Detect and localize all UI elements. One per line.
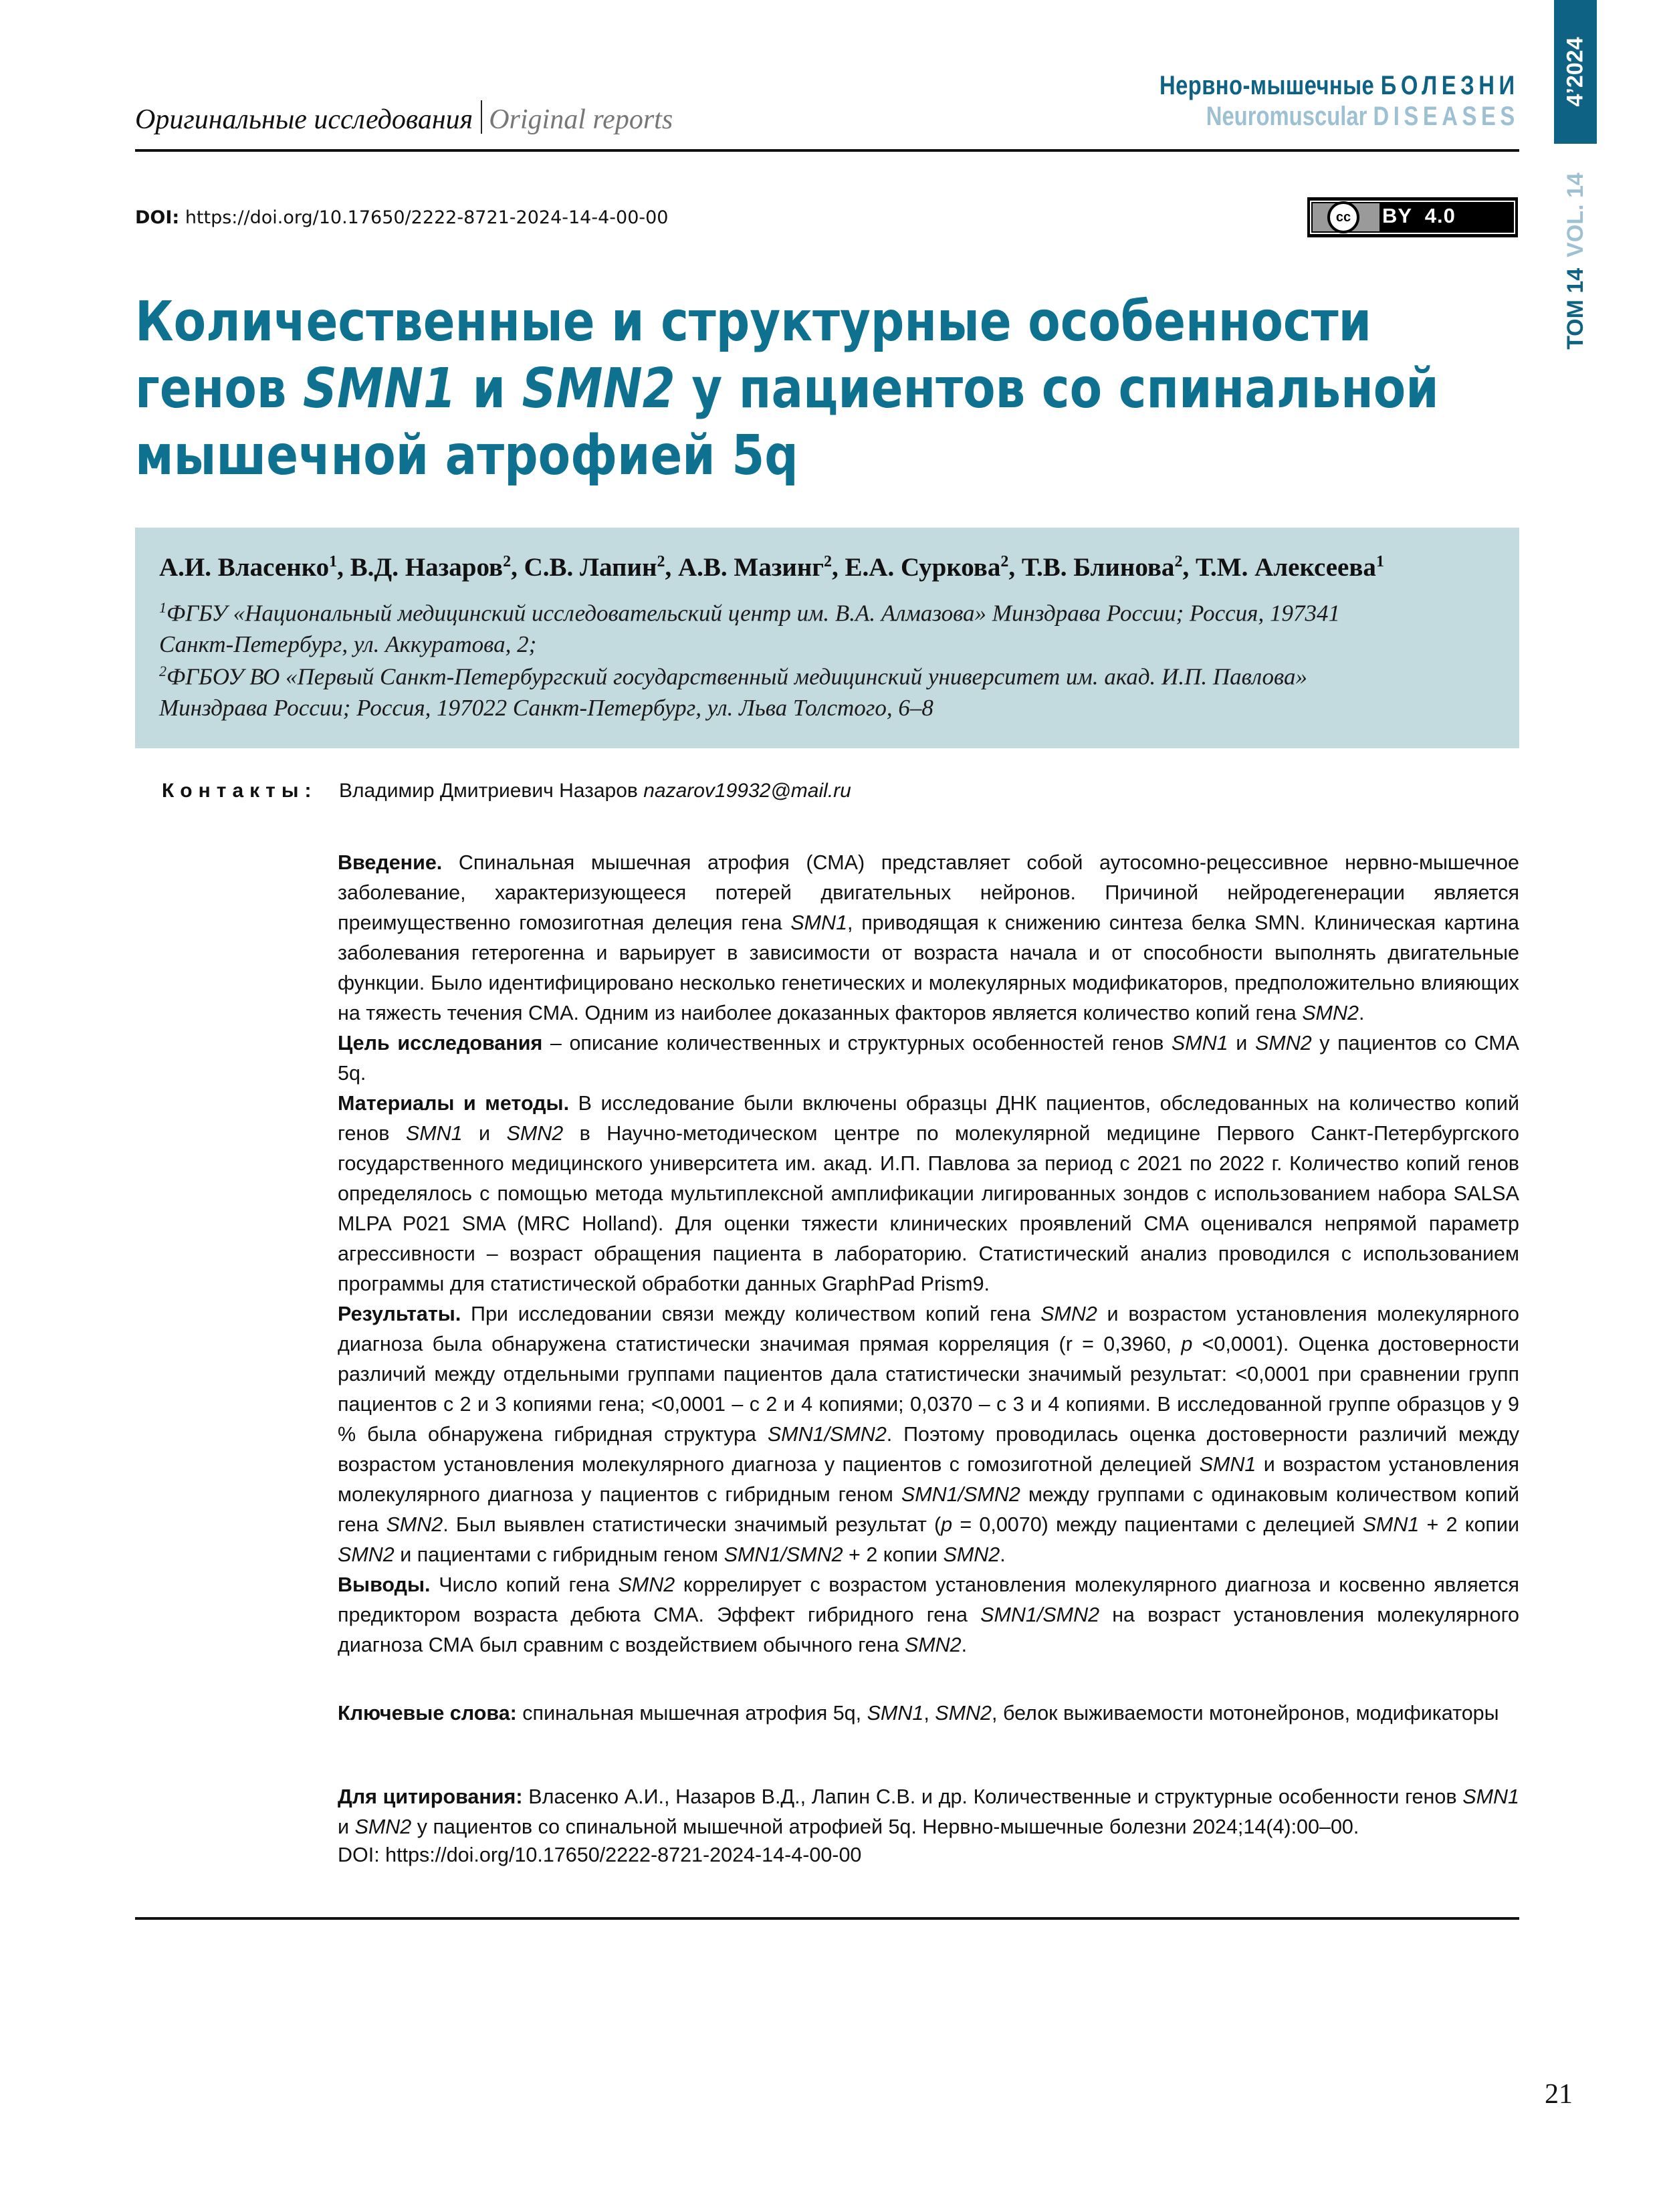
section-label: Результаты.: [338, 1303, 461, 1325]
abstract-text: Спинальная мышечная атрофия (СМА) представляет собой аутосомно-рецессивное нервно-мышечное заболевание, характеризующееся потерей двигательных нейронов. Причиной нейродегенерации является преимущественно гомозиготная делеция гена: [338, 851, 1519, 934]
journal-en-prefix: Neuromuscular: [1206, 102, 1367, 131]
keywords: [338, 1698, 1519, 1729]
journal-name-en: [1206, 102, 1519, 132]
gene-name: SMN1/SMN2: [724, 1543, 843, 1566]
author-affiliation-number: 1: [1375, 553, 1384, 570]
author: [845, 553, 1009, 582]
gene-name: SMN1: [1462, 1785, 1519, 1808]
abstract-text: и пациентами с гибридным геном: [394, 1543, 724, 1566]
section-label: Цель исследования: [338, 1032, 543, 1055]
authors-list: А.И. Власенко$^1$, В.Д. Назаров$^2$, С.В. Лапин$^2$, А.В. Мазинг$^2$, Е.А. Суркова$^2$, Т.В. Блинова$^2$, Т.М. Алексеева$^1$: [159, 553, 1384, 582]
journal-ru-prefix: Нервно-мышечные: [1159, 71, 1375, 100]
gene-name: SMN1: [303, 357, 457, 421]
section-label-en: Original reports: [489, 104, 673, 135]
vol-label: VOL. 14: [1562, 172, 1588, 257]
abstract-methods: [338, 1089, 1519, 1299]
contact-email[interactable]: nazarov19932@mail.ru: [643, 780, 851, 802]
abstract-text: . Поэтому проводилась оценка достоверности различий между возрастом установления молекулярного диагноза у пациентов с гомозиготной делецией: [338, 1423, 1520, 1476]
author: [1196, 553, 1384, 582]
author-name: Е.А. Суркова: [845, 553, 1001, 582]
affiliation-text: ФГБОУ ВО «Первый Санкт-Петербургский государственный медицинский университет им. акад. И.П. Павлова»: [167, 663, 1307, 690]
abstract: [338, 848, 1519, 1660]
abstract-text: .: [1000, 1543, 1006, 1566]
section-separator: [481, 100, 482, 134]
abstract-results: [338, 1299, 1519, 1570]
author: [350, 553, 511, 582]
journal-ru-caps: БОЛЕЗНИ: [1381, 71, 1519, 100]
title-text: генов: [135, 357, 304, 421]
abstract-text: + 2 копии: [843, 1543, 944, 1566]
issue-label: 4’2024: [1562, 37, 1588, 107]
footer-rule: [135, 1917, 1519, 1920]
abstract-text: При исследовании связи между количеством копий гена: [461, 1303, 1041, 1325]
author-name: А.В. Мазинг: [677, 553, 824, 582]
abstract-text: и: [1228, 1032, 1255, 1055]
abstract-introduction: [338, 848, 1519, 1028]
journal-en-caps: DISEASES: [1373, 102, 1519, 131]
title-line-3: мышечной атрофией 5q: [135, 424, 798, 487]
affiliation-2-line-1: [159, 663, 1307, 691]
cc-license-badge[interactable]: [1307, 197, 1518, 237]
abstract-text: и возрастом установления молекулярного диагноза была обнаружена статистически значимая прямая корреляция (r = 0,3960,: [338, 1303, 1519, 1355]
author-affiliation-number: 2: [1000, 553, 1009, 570]
doi-bottom-link[interactable]: DOI: https://doi.org/10.17650/2222-8721-2024-14-4-00-00: [338, 1844, 862, 1866]
issue-label-wrap: [1554, 0, 1597, 144]
citation-text: Власенко А.И., Назаров В.Д., Лапин С.В. и др. Количественные и структурные особенности генов: [522, 1785, 1463, 1808]
author-affiliation-number: 2: [1174, 553, 1183, 570]
gene-name: SMN1: [1199, 1453, 1256, 1476]
contacts-label: Контакты:: [162, 780, 318, 802]
affiliation-1-line-2: Санкт-Петербург, ул. Аккуратова, 2;: [159, 631, 537, 657]
author: [1022, 553, 1183, 582]
gene-name: SMN2: [522, 357, 675, 421]
citation-text: у пациентов со спинальной мышечной атрофией 5q. Нервно-мышечные болезни 2024;14(4):00–00.: [411, 1815, 1359, 1838]
section-label: Материалы и методы.: [338, 1092, 570, 1115]
abstract-conclusions: [338, 1570, 1519, 1660]
volume-label-wrap: [1554, 171, 1597, 351]
affiliation-1-line-1: [159, 599, 1340, 627]
title-text: у пациентов со спинальной: [675, 357, 1439, 421]
author-affiliation-number: 2: [657, 553, 665, 570]
keywords-label: Ключевые слова:: [338, 1702, 517, 1725]
abstract-text: в Научно-методическом центре по молекулярной медицине Первого Санкт-Петербургского государственного медицинского университета им. акад. И.П. Павлова за период с 2021 по 2022 г. Количество копий генов определялось с помощью метода мультиплексной амплификации лигированных зондов с использованием набора SALSA MLPA P021 SMA (MRC Holland). Для оценки тяжести клинических проявлений СМА оценивался непрямой параметр агрессивности – возраст обращения пациента в лабораторию. Статистический анализ проводился с использованием программы для статистической обработки данных GraphPad Prism9.: [338, 1122, 1519, 1295]
author-name: Т.М. Алексеева: [1195, 553, 1376, 582]
gene-name: SMN1: [867, 1702, 924, 1725]
header-rule: [135, 149, 1519, 152]
doi-top: [135, 207, 668, 228]
gene-name: SMN2: [506, 1122, 564, 1145]
gene-name: SMN1: [1362, 1513, 1420, 1536]
citation-label: Для цитирования:: [338, 1785, 523, 1808]
abstract-text: + 2 копии: [1419, 1513, 1520, 1536]
section-label: Введение.: [338, 851, 443, 874]
author-affiliation-number: 2: [824, 553, 833, 570]
contact-name: Владимир Дмитриевич Назаров: [339, 780, 638, 802]
gene-name: SMN2: [904, 1634, 962, 1656]
section-label-ru: Оригинальные исследования: [135, 104, 473, 135]
author-name: Т.В. Блинова: [1021, 553, 1175, 582]
gene-name: SMN2: [338, 1543, 395, 1566]
author-name: А.И. Власенко: [159, 553, 330, 582]
tom-label: ТОМ 14: [1562, 267, 1588, 350]
section-label: [135, 100, 673, 136]
gene-name: SMN2: [618, 1573, 675, 1596]
affiliation-2-line-2: Минздрава России; Россия, 197022 Санкт-Петербург, ул. Льва Толстого, 6–8: [159, 695, 933, 721]
abstract-text: у пациентов со СМА 5q.: [338, 1032, 1519, 1085]
author-affiliation-number: 2: [503, 553, 512, 570]
p-symbol: p: [941, 1513, 953, 1536]
gene-name: SMN2: [354, 1815, 412, 1838]
gene-name: SMN1: [1171, 1032, 1228, 1055]
cc-icon-text: cc: [1335, 209, 1351, 225]
abstract-text: – описание количественных и структурных особенностей генов: [542, 1032, 1172, 1055]
author-affiliation-number: 1: [329, 553, 338, 570]
gene-name: SMN1: [405, 1122, 463, 1145]
affiliation-number: 1: [159, 599, 167, 616]
gene-name: SMN2: [1254, 1032, 1312, 1055]
author-name: С.В. Лапин: [524, 553, 657, 582]
author-name: В.Д. Назаров: [350, 553, 504, 582]
citation-text: и: [338, 1815, 355, 1838]
gene-name: SMN1/SMN2: [767, 1423, 887, 1446]
affiliation-text: ФГБУ «Национальный медицинский исследовательский центр им. В.А. Алмазова» Минздрава России; Россия, 197341: [167, 600, 1340, 627]
abstract-text: на возраст установления молекулярного диагноза СМА был сравним с воздействием обычного гена: [338, 1603, 1519, 1656]
affiliation-number: 2: [159, 663, 167, 679]
doi-link[interactable]: https://doi.org/10.17650/2222-8721-2024-14-4-00-00: [185, 207, 669, 228]
abstract-text: и возрастом установления молекулярного диагноза у пациентов с гибридным геном: [338, 1453, 1519, 1506]
abstract-text: .: [961, 1634, 968, 1656]
citation: [338, 1782, 1519, 1842]
title-line-2: [135, 356, 1439, 423]
abstract-text: = 0,0070) между пациентами с делецией: [952, 1513, 1363, 1536]
title-line-1: Количественные и структурные особенности: [135, 290, 1372, 354]
abstract-aim: [338, 1028, 1519, 1089]
abstract-text: .: [1358, 1002, 1365, 1024]
doi-label: DOI:: [135, 207, 180, 228]
author: [524, 553, 665, 582]
abstract-text: <0,0001). Оценка достоверности различий между отдельными группами пациентов дала статистически значимый результат: <0,0001 при сравнении групп пациентов с 2 и 3 копиями гена; <0,0001 – с 2 и 4 копиями; 0,0370 – с 3 и 4 копиями. В исследованной группе образцов у 9 % была обнаружена гибридная структура: [338, 1333, 1519, 1446]
gene-name: SMN2: [1040, 1303, 1097, 1325]
keywords-text: ,: [923, 1702, 935, 1725]
section-label: Выводы.: [338, 1573, 431, 1596]
page-number: 21: [1545, 2079, 1573, 2110]
author: [159, 553, 337, 582]
p-symbol: p: [1181, 1333, 1193, 1355]
keywords-text: , белок выживаемости мотонейронов, модификаторы: [992, 1702, 1499, 1725]
contacts-value: [339, 780, 851, 802]
gene-name: SMN2: [943, 1543, 1000, 1566]
abstract-text: В исследование были включены образцы ДНК пациентов, обследованных на количество копий генов: [338, 1092, 1519, 1145]
cc-icon: [1327, 201, 1359, 233]
abstract-text: между группами с одинаковым количеством копий гена: [338, 1483, 1520, 1536]
abstract-text: коррелирует с возрастом установления молекулярного диагноза и косвенно является предиктором возраста дебюта СМА. Эффект гибридного гена: [338, 1573, 1520, 1626]
author: [678, 553, 832, 582]
cc-license-label: BY 4.0: [1382, 204, 1456, 227]
gene-name: SMN1/SMN2: [980, 1603, 1100, 1626]
gene-name: SMN2: [386, 1513, 443, 1536]
gene-name: SMN2: [935, 1702, 992, 1725]
article-title: [135, 289, 1526, 489]
gene-name: SMN1/SMN2: [901, 1483, 1020, 1506]
abstract-text: и: [462, 1122, 507, 1145]
gene-name: SMN1: [790, 911, 848, 934]
abstract-text: . Был выявлен статистически значимый результат (: [443, 1513, 942, 1536]
abstract-text: , приводящая к снижению синтеза белка SMN. Клиническая картина заболевания гетерогенна и варьирует в зависимости от возраста начала и от способности выполнять двигательные функции. Было идентифицировано несколько генетических и молекулярных модификаторов, предположительно влияющих на тяжесть течения СМА. Одним из наиболее доказанных факторов является количество копий гена: [338, 911, 1519, 1024]
keywords-text: спинальная мышечная атрофия 5q,: [516, 1702, 867, 1725]
journal-name-ru: [1159, 71, 1519, 101]
gene-name: SMN2: [1302, 1002, 1359, 1024]
title-text: и: [456, 357, 522, 421]
abstract-text: Число копий гена: [430, 1573, 619, 1596]
